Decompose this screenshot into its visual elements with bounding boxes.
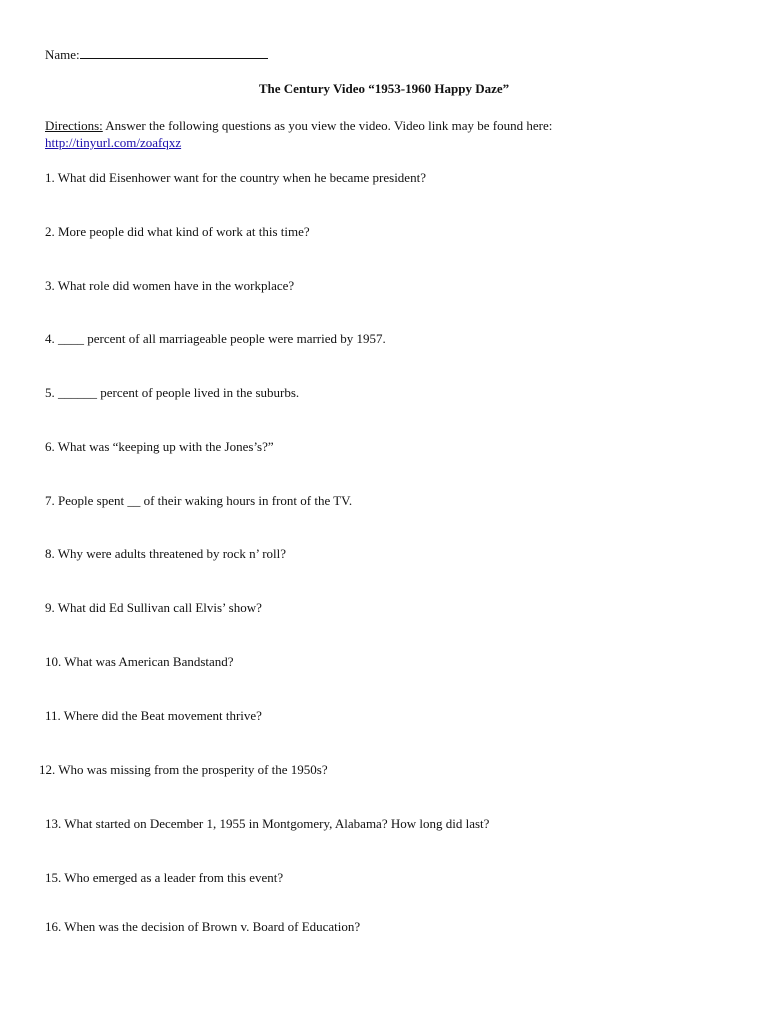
directions-label: Directions: [45, 118, 103, 133]
question-4: 4. ____ percent of all marriageable people were married by 1957. [45, 331, 386, 346]
question-10: 10. What was American Bandstand? [45, 654, 234, 669]
question-13: 13. What started on December 1, 1955 in Montgomery, Alabama? How long did last? [45, 816, 490, 831]
video-link[interactable]: http://tinyurl.com/zoafqxz [45, 135, 182, 150]
question-3: 3. What role did women have in the workplace? [45, 278, 295, 293]
question-11: 11. Where did the Beat movement thrive? [45, 708, 262, 723]
worksheet-title: The Century Video “1953-1960 Happy Daze” [258, 81, 510, 96]
question-12: 12. Who was missing from the prosperity of the 1950s? [39, 762, 328, 777]
directions-text: Answer the following questions as you view the video. Video link may be found here: [102, 118, 553, 133]
name-label: Name: [45, 47, 80, 62]
name-field-row [45, 46, 268, 63]
question-5: 5. ______ percent of people lived in the suburbs. [45, 385, 300, 400]
name-blank-line [80, 46, 268, 59]
question-2: 2. More people did what kind of work at this time? [45, 224, 310, 239]
question-15: 15. Who emerged as a leader from this event? [45, 870, 284, 885]
question-7: 7. People spent __ of their waking hours in front of the TV. [45, 493, 353, 508]
question-9: 9. What did Ed Sullivan call Elvis’ show? [45, 600, 262, 615]
question-6: 6. What was “keeping up with the Jones’s?” [45, 439, 274, 454]
directions-paragraph [45, 117, 735, 151]
question-1: 1. What did Eisenhower want for the country when he became president? [45, 170, 426, 185]
question-16: 16. When was the decision of Brown v. Board of Education? [45, 919, 361, 934]
question-8: 8. Why were adults threatened by rock n’ roll? [45, 546, 287, 561]
